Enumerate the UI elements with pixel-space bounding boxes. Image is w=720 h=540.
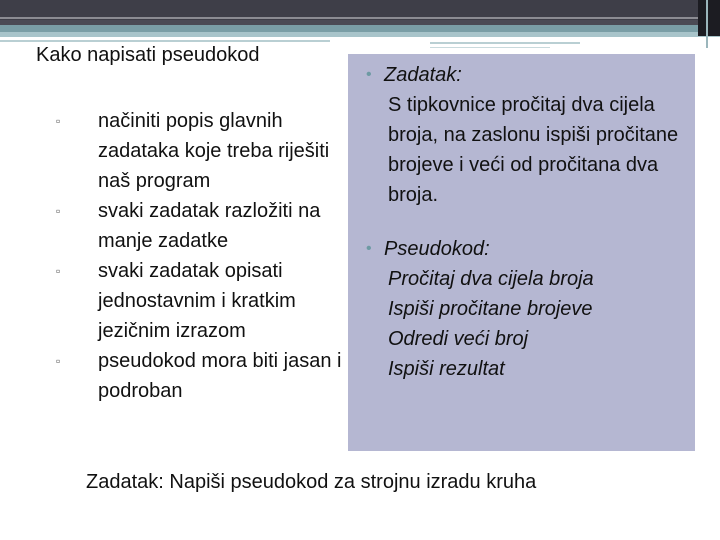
task-block <box>366 60 691 210</box>
list-item-text: svaki zadatak razložiti na manje zadatke <box>98 200 321 252</box>
pseudocode-line: Pročitaj dva cijela broja <box>388 268 594 290</box>
pseudocode-heading: Pseudokod: <box>384 238 490 260</box>
exercise-label: Zadatak <box>86 471 159 493</box>
pseudocode-line: Ispiši pročitane brojeve <box>388 298 593 320</box>
bullet-dot-icon: • <box>366 240 372 257</box>
bullet-dot-icon: • <box>366 66 372 83</box>
guidelines-list <box>56 106 346 406</box>
exercise-task <box>86 467 536 497</box>
list-item-text: načiniti popis glavnih zadataka koje treba riješiti naš program <box>98 110 330 192</box>
pseudocode-line: Odredi veći broj <box>388 328 529 350</box>
list-item <box>56 196 346 256</box>
pseudocode-line: Ispiši rezultat <box>388 358 505 380</box>
list-item <box>56 346 346 406</box>
header-corner-line <box>706 0 708 48</box>
list-item <box>56 106 346 196</box>
list-item-text: pseudokod mora biti jasan i podroban <box>98 350 342 402</box>
example-box <box>348 54 695 451</box>
header-band-slit <box>0 17 720 19</box>
header-divider-right-2 <box>430 47 550 48</box>
task-text: S tipkovnice pročitaj dva cijela broja, na zaslonu ispiši pročitane brojeve i veći od pročitana dva broja. <box>388 94 679 206</box>
list-item-text: svaki zadatak opisati jednostavnim i kratkim jezičnim izrazom <box>98 260 296 342</box>
list-item <box>56 256 346 346</box>
exercise-text: : Napiši pseudokod za strojnu izradu kruha <box>158 471 537 493</box>
task-heading: Zadatak: <box>384 64 462 86</box>
header-corner-block <box>698 0 720 36</box>
pseudocode-block <box>366 234 691 384</box>
slide-title: Kako napisati pseudokod <box>36 44 260 66</box>
square-bullet-icon: ▫ <box>56 114 61 128</box>
header-divider-right <box>430 42 580 44</box>
square-bullet-icon: ▫ <box>56 204 61 218</box>
square-bullet-icon: ▫ <box>56 354 61 368</box>
square-bullet-icon: ▫ <box>56 264 61 278</box>
header-band-teal-light <box>0 32 720 37</box>
